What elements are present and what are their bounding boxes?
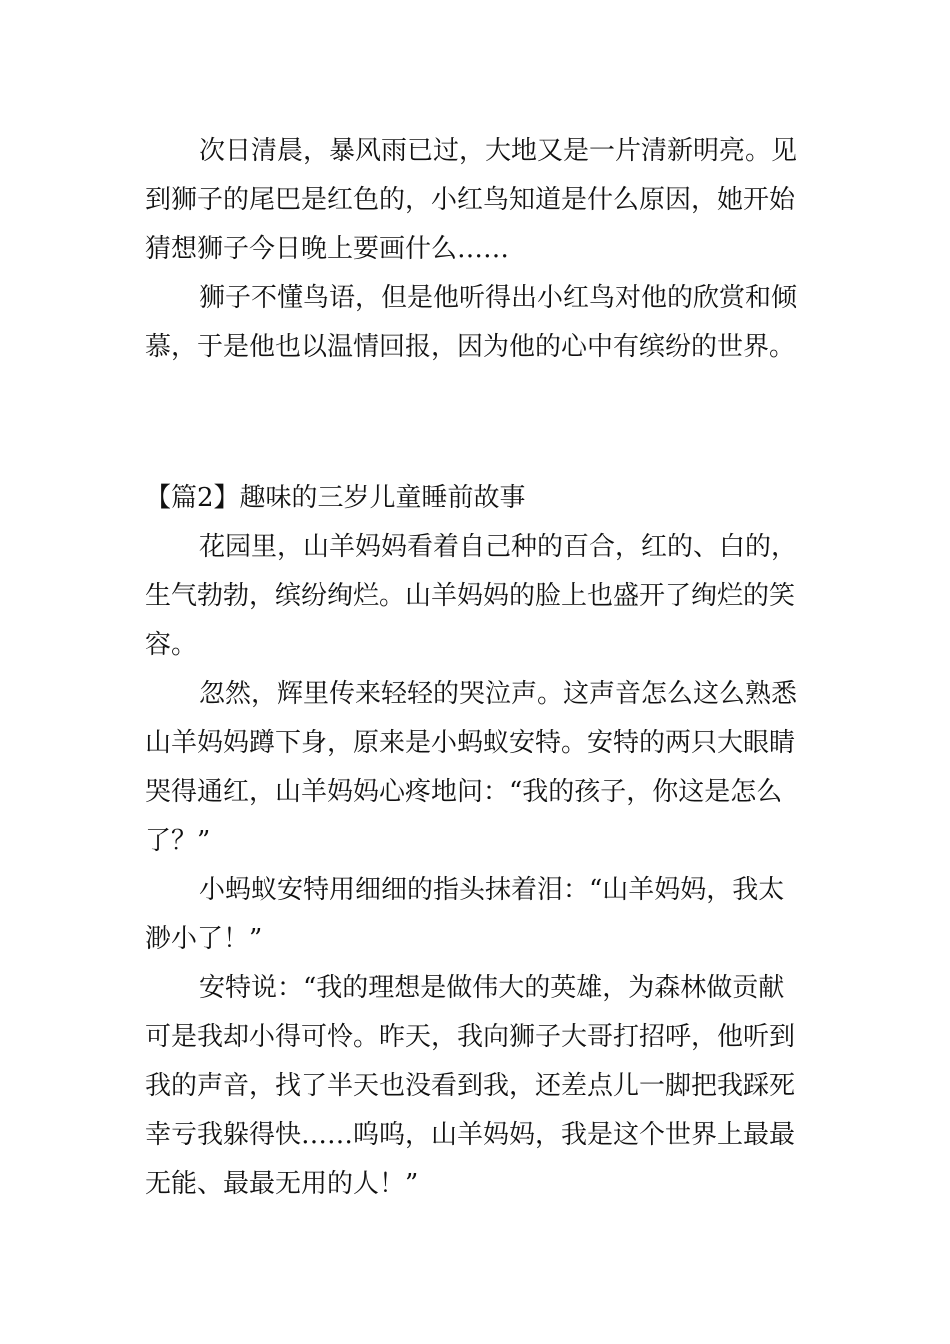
- paragraph-1: [145, 127, 807, 274]
- section-2-body: [145, 523, 807, 1209]
- paragraph-3: [145, 523, 807, 670]
- text-line: 花园里，山羊妈妈看着自己种的百合，红的、白的，: [199, 532, 798, 562]
- text-line: 容。: [145, 630, 198, 660]
- text-line: 哭得通红，山羊妈妈心疼地问：“我的孩子，你这是怎么: [145, 777, 783, 807]
- text-line: 忽然，辉里传来轻轻的哭泣声。这声音怎么这么熟悉: [199, 679, 798, 709]
- text-line: 渺小了！”: [145, 924, 263, 954]
- text-line: 猜想狮子今日晚上要画什么……: [145, 234, 510, 264]
- section-heading: 【篇2】趣味的三岁儿童睡前故事: [145, 483, 526, 513]
- text-line: 幸亏我躲得快……呜呜，山羊妈妈，我是这个世界上最最: [145, 1120, 796, 1150]
- paragraph-2: [145, 274, 807, 372]
- text-line: 到狮子的尾巴是红色的，小红鸟知道是什么原因，她开始: [145, 185, 796, 215]
- text-line: 安特说：“我的理想是做伟大的英雄，为森林做贡献: [199, 973, 785, 1003]
- text-line: 狮子不懂鸟语，但是他听得出小红鸟对他的欣赏和倾: [199, 283, 798, 313]
- text-line: 生气勃勃，缤纷绚烂。山羊妈妈的脸上也盛开了绚烂的笑: [145, 581, 796, 611]
- text-line: 山羊妈妈蹲下身，原来是小蚂蚁安特。安特的两只大眼睛: [145, 728, 796, 758]
- text-line: 了？”: [145, 826, 211, 856]
- text-line: 我的声音，找了半天也没看到我，还差点儿一脚把我踩死: [145, 1071, 796, 1101]
- text-line: 次日清晨，暴风雨已过，大地又是一片清新明亮。见: [199, 136, 798, 166]
- section-1-body: [145, 127, 807, 372]
- paragraph-5: [145, 866, 807, 964]
- text-line: 可是我却小得可怜。昨天，我向狮子大哥打招呼，他听到: [145, 1022, 796, 1052]
- text-line: 无能、最最无用的人！”: [145, 1169, 419, 1199]
- text-line: 小蚂蚁安特用细细的指头抹着泪：“山羊妈妈，我太: [199, 875, 785, 905]
- text-line: 慕，于是他也以温情回报，因为他的心中有缤纷的世界。: [145, 332, 796, 362]
- paragraph-6: [145, 964, 807, 1209]
- paragraph-4: [145, 670, 807, 866]
